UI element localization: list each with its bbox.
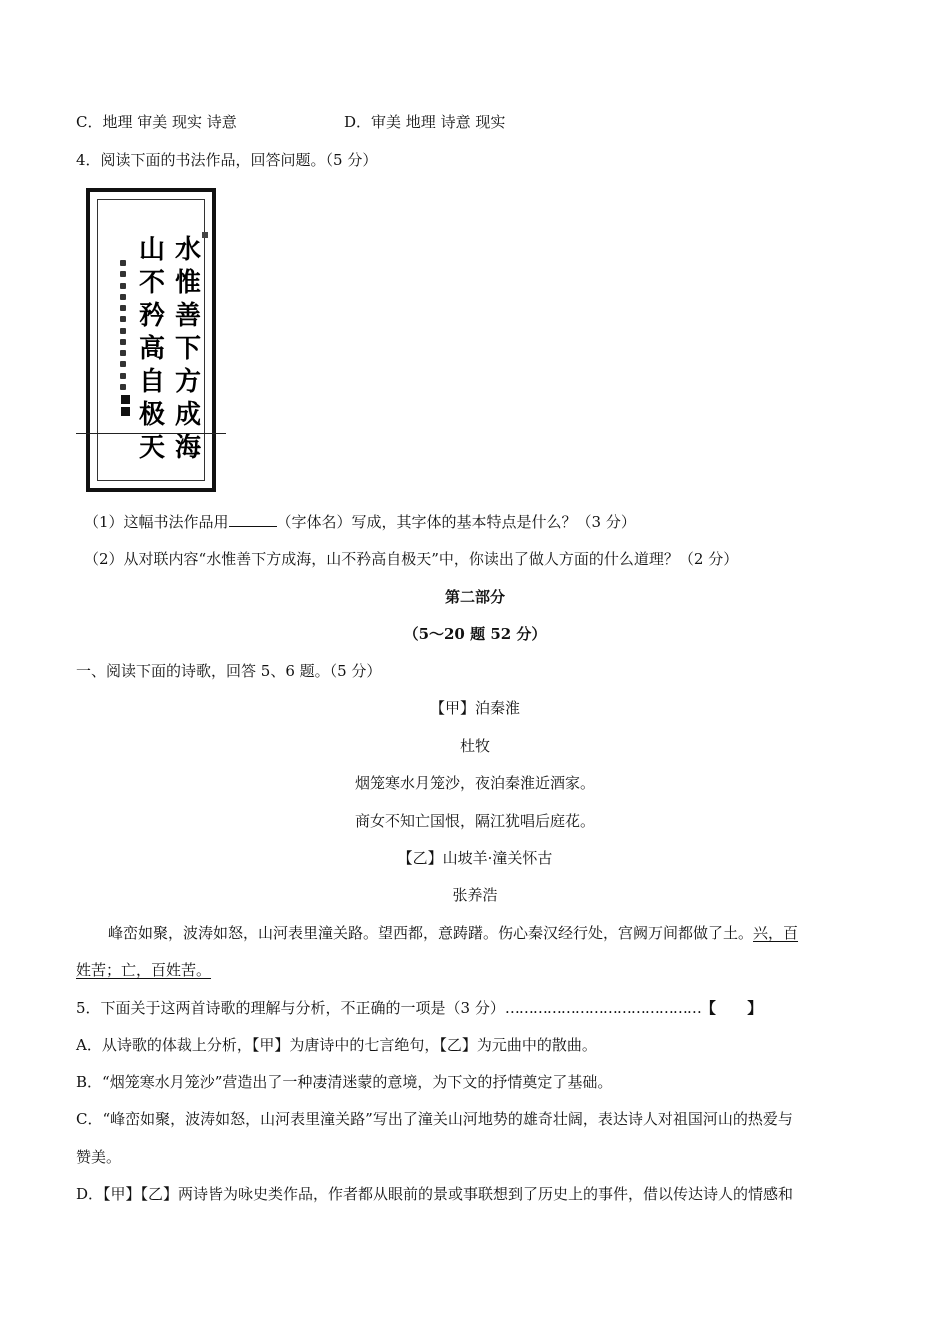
calligraphy-left-column (136, 234, 168, 465)
q5-option-d: D．【甲】【乙】两诗皆为咏史类作品，作者都从眼前的景或事联想到了历史上的事件，借以传达诗人的情感和 (76, 1185, 794, 1203)
scroll-inner-frame (97, 199, 205, 481)
part-2-title: 第二部分 (444, 588, 505, 606)
calligraphy-character: 方 (174, 367, 201, 397)
question-5-stem (76, 998, 762, 1018)
answer-blank (229, 512, 277, 527)
q5-option-b: B．“烟笼寒水月笼沙”营造出了一种凄清迷蒙的意境，为下文的抒情奠定了基础。 (76, 1073, 613, 1091)
calligraphy-character: 矜 (138, 301, 165, 331)
calligraphy-right-column (172, 234, 204, 465)
signature-inscription (120, 260, 128, 390)
calligraphy-character: 不 (138, 268, 165, 298)
q5-stem-text: 5．下面关于这两首诗歌的理解与分析，不正确的一项是（3 分） (76, 999, 505, 1017)
poem-a-author: 杜牧 (459, 737, 490, 755)
seal-stamp (121, 395, 130, 404)
section-1-heading: 一、阅读下面的诗歌，回答 5、6 题。（5 分） (76, 662, 382, 680)
calligraphy-character: 善 (174, 301, 201, 331)
calligraphy-character: 惟 (174, 268, 201, 298)
poem-a-line-1: 烟笼寒水月笼沙，夜泊秦淮近酒家。 (354, 774, 595, 792)
question-4-sub2: （2）从对联内容“水惟善下方成海，山不矜高自极天”中，你读出了做人方面的什么道理？（2 分） (84, 550, 739, 568)
q5-answer-bracket: 【 】 (700, 999, 763, 1017)
q5-option-c-line-1: C．“峰峦如聚，波涛如怒，山河表里潼关路”写出了潼关山河地势的雄奇壮阔，表达诗人对祖国河山的热爱与 (76, 1110, 793, 1128)
option-d: D．审美 地理 诗意 现实 (344, 113, 506, 131)
poem-b-author: 张养浩 (452, 886, 498, 904)
poem-b-text-line-2 (76, 960, 211, 980)
part-2-subtitle: （5～20 题 52 分） (403, 625, 547, 643)
calligraphy-character: 高 (138, 334, 165, 364)
poem-a-line-2: 商女不知亡国恨，隔江犹唱后庭花。 (354, 812, 595, 830)
calligraphy-character: 下 (174, 334, 201, 364)
option-c: C．地理 审美 现实 诗意 (76, 113, 237, 131)
calligraphy-character: 天 (138, 433, 165, 463)
calligraphy-character: 海 (174, 433, 201, 463)
calligraphy-character: 水 (174, 235, 201, 265)
poem-a-title: 【甲】泊秦淮 (429, 699, 520, 717)
calligraphy-character: 极 (138, 400, 165, 430)
question-4-sub1 (84, 512, 636, 532)
sub1-prefix: （1）这幅书法作品用 (84, 513, 229, 531)
q5-option-a: A．从诗歌的体裁上分析，【甲】为唐诗中的七言绝句，【乙】为元曲中的散曲。 (76, 1036, 597, 1054)
poem-b-underlined-text: 姓苦；亡，百姓苦。 (76, 961, 212, 979)
calligraphy-character: 山 (138, 235, 165, 265)
poem-b-text-line-1 (108, 923, 798, 943)
q5-leader-dots: …………………………………… (504, 999, 701, 1017)
sub1-suffix: （字体名）写成，其字体的基本特点是什么？（3 分） (276, 513, 636, 531)
poem-b-underlined-text: 兴，百 (753, 924, 799, 942)
q5-option-c-line-2: 赞美。 (76, 1148, 122, 1166)
question-4-stem: 4．阅读下面的书法作品，回答问题。（5 分） (76, 151, 378, 169)
poem-b-text: 峰峦如聚，波涛如怒，山河表里潼关路。望西都，意踌躇。伤心秦汉经行处，宫阙万间都做了土。 (108, 924, 754, 942)
scan-artifact-line (76, 433, 226, 434)
calligraphy-scroll (86, 188, 216, 492)
seal-stamp (121, 407, 130, 416)
calligraphy-character: 自 (138, 367, 165, 397)
seal-stamp (202, 232, 208, 238)
calligraphy-character: 成 (174, 400, 201, 430)
poem-b-title: 【乙】山坡羊·潼关怀古 (397, 849, 553, 867)
